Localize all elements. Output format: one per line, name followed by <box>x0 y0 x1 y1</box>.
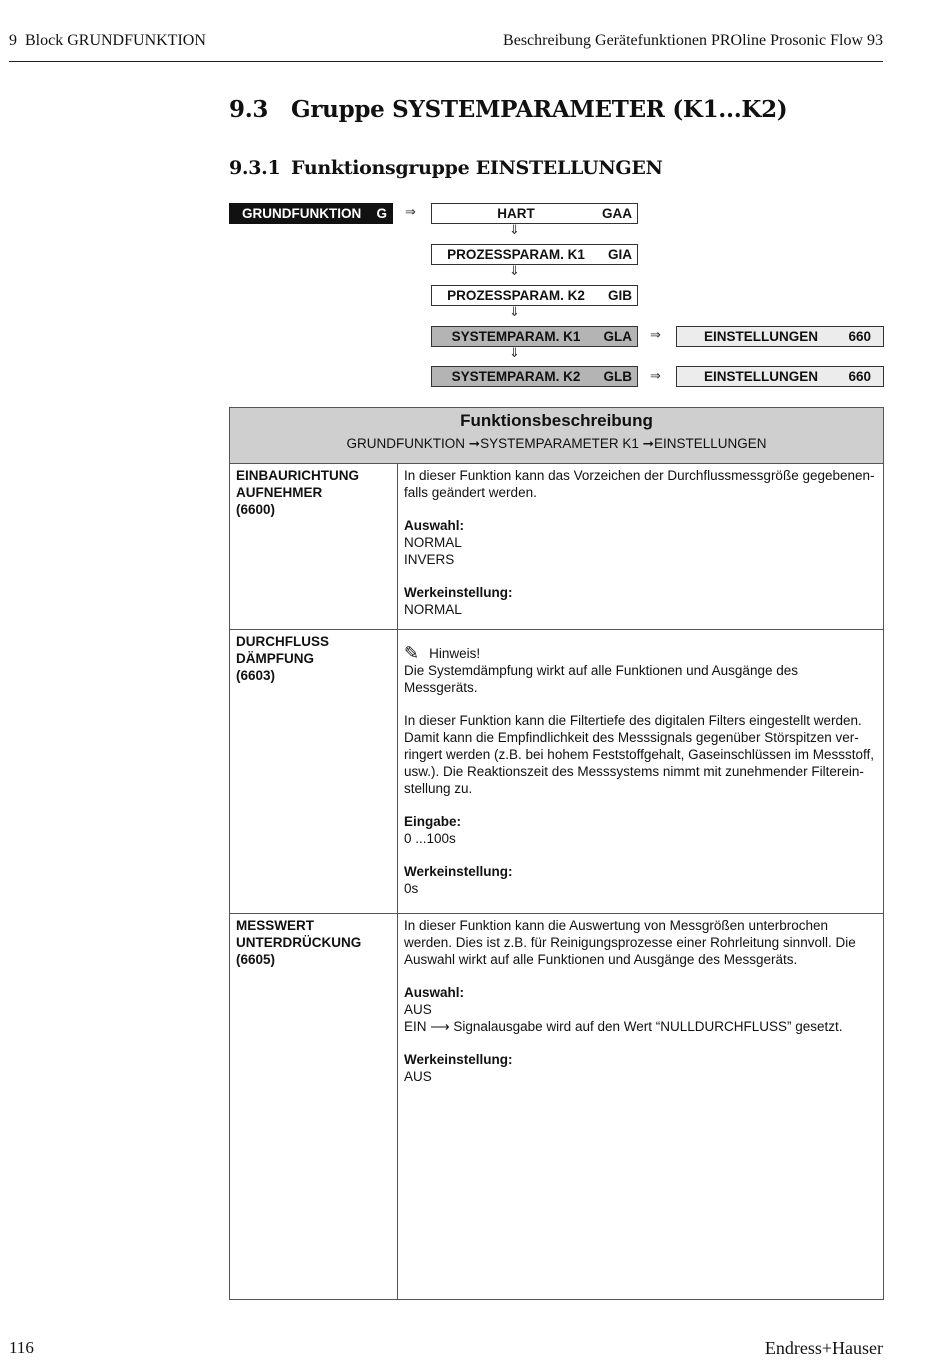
subsection-heading <box>229 157 663 179</box>
table-row <box>230 914 883 1300</box>
subsection-number: 9.3.1 <box>229 157 281 179</box>
section-number: 9.3 <box>229 96 269 123</box>
nav-group-systemparam-k2 <box>431 366 638 387</box>
werkeinstellung-value: 0s <box>404 881 419 896</box>
description-line: Auswahl wirkt auf alle Funktionen und Ausgänge des Messgeräts. <box>404 952 798 967</box>
nav-group-code: GLB <box>603 369 632 384</box>
path-segment: GRUNDFUNKTION <box>346 436 465 451</box>
nav-group-label: HART <box>497 206 535 221</box>
eingabe-label: Eingabe: <box>404 814 462 829</box>
brand-logo-text: Endress+Hauser <box>764 1338 883 1358</box>
pencil-note-icon: ✎ <box>404 643 420 664</box>
auswahl-option: INVERS <box>404 552 455 567</box>
function-description <box>398 630 883 913</box>
nav-group-prozessparam-k1 <box>431 244 638 265</box>
nav-group-code: GIA <box>607 247 632 262</box>
hinweis-note <box>404 645 877 662</box>
nav-function-group-code: 660 <box>848 369 871 384</box>
description-line: Die Systemdämpfung wirkt auf alle Funktionen und Ausgänge des <box>404 663 798 678</box>
section-title: Gruppe SYSTEMPARAMETER (K1...K2) <box>291 96 788 123</box>
path-arrow-icon: ➞ <box>642 436 654 451</box>
description-line: Damit kann die Empfindlichkeit des Messsignals gegenüber Störspitzen ver- <box>404 730 859 745</box>
function-code: (6603) <box>236 668 276 683</box>
nav-group-prozessparam-k2 <box>431 285 638 306</box>
function-name-line: DURCHFLUSS <box>236 634 329 649</box>
function-description-table <box>229 407 884 1300</box>
description-line: In dieser Funktion kann das Vorzeichen der Durchflussmessgröße gegebenen- <box>404 468 875 483</box>
description-line: Messgeräts. <box>404 680 478 695</box>
nav-group-systemparam-k1 <box>431 326 638 347</box>
arrow-down-icon: ⇓ <box>509 264 520 279</box>
nav-function-group-label: EINSTELLUNGEN <box>703 329 818 344</box>
hinweis-label: Hinweis! <box>429 646 481 661</box>
nav-group-hart <box>431 203 638 224</box>
function-code: (6600) <box>236 502 276 517</box>
nav-function-group-label: EINSTELLUNGEN <box>703 369 818 384</box>
description-line: In dieser Funktion kann die Auswertung von Messgrößen unterbrochen <box>404 918 828 933</box>
eingabe-value: 0 ...100s <box>404 831 456 846</box>
nav-function-group-code: 660 <box>848 329 871 344</box>
table-path <box>230 436 883 452</box>
function-name <box>230 914 398 1300</box>
nav-group-label: SYSTEMPARAM. K2 <box>451 369 581 384</box>
nav-function-group-einstellungen-k2 <box>676 366 884 387</box>
nav-group-code: GAA <box>602 206 632 221</box>
nav-function-group-einstellungen-k1 <box>676 326 884 347</box>
arrow-right-icon: ⇒ <box>650 328 661 343</box>
function-code: (6605) <box>236 952 276 967</box>
auswahl-label: Auswahl: <box>404 985 465 1000</box>
auswahl-option: AUS <box>404 1002 432 1017</box>
subsection-title: Funktionsgruppe EINSTELLUNGEN <box>291 157 663 179</box>
path-arrow-icon: ➞ <box>468 436 481 451</box>
description-line: werden. Dies ist z.B. für Reinigungsprozesse einer Rohrleitung sinnvoll. Die <box>404 935 856 950</box>
function-description <box>398 464 883 629</box>
nav-group-code: GLA <box>603 329 632 344</box>
table-row <box>230 464 883 630</box>
path-segment: SYSTEMPARAMETER K1 <box>480 436 639 451</box>
nav-block-grundfunktion <box>229 203 393 224</box>
path-segment: EINSTELLUNGEN <box>653 436 767 451</box>
nav-group-code: GIB <box>607 288 632 303</box>
section-heading <box>229 96 787 123</box>
description-line: usw.). Die Reaktionszeit des Messsystems nimmt mit zunehmender Filterein- <box>404 764 864 779</box>
werkeinstellung-label: Werkeinstellung: <box>404 1052 513 1067</box>
arrow-right-icon: ⇒ <box>405 205 416 220</box>
function-name-line: AUFNEHMER <box>236 485 323 500</box>
nav-block-label: GRUNDFUNKTION <box>242 206 362 221</box>
function-name-line: UNTERDRÜCKUNG <box>236 935 362 950</box>
header-chapter: 9 Block GRUNDFUNKTION <box>9 32 206 49</box>
arrow-down-icon: ⇓ <box>509 305 520 320</box>
werkeinstellung-value: NORMAL <box>404 602 462 617</box>
description-line: In dieser Funktion kann die Filtertiefe des digitalen Filters eingestellt werden. <box>404 713 862 728</box>
auswahl-option: NORMAL <box>404 535 462 550</box>
function-name-line: MESSWERT <box>236 918 315 933</box>
function-name-line: EINBAURICHTUNG <box>236 468 359 483</box>
arrow-right-icon: ⇒ <box>650 369 661 384</box>
nav-group-label: PROZESSPARAM. K2 <box>447 288 585 303</box>
auswahl-label: Auswahl: <box>404 518 465 533</box>
description-line: ringert werden (z.B. bei hohem Feststoffgehalt, Gaseinschlüssen im Messstoff, <box>404 747 874 762</box>
page-number: 116 <box>9 1338 34 1357</box>
description-line: stellung zu. <box>404 781 473 796</box>
auswahl-option: EIN ⟶ Signalausgabe wird auf den Wert “NULLDURCHFLUSS” gesetzt. <box>404 1019 843 1034</box>
nav-block-code: G <box>376 206 387 221</box>
nav-group-label: PROZESSPARAM. K1 <box>447 247 585 262</box>
function-name <box>230 630 398 913</box>
arrow-down-icon: ⇓ <box>509 346 520 361</box>
header-document-title: Beschreibung Gerätefunktionen PROline Prosonic Flow 93 <box>503 32 883 49</box>
werkeinstellung-label: Werkeinstellung: <box>404 864 513 879</box>
table-row <box>230 630 883 914</box>
function-name <box>230 464 398 629</box>
description-line: falls geändert werden. <box>404 485 537 500</box>
arrow-down-icon: ⇓ <box>509 223 520 238</box>
werkeinstellung-value: AUS <box>404 1069 432 1084</box>
function-name-line: DÄMPFUNG <box>236 651 314 666</box>
table-title: Funktionsbeschreibung <box>460 411 653 430</box>
nav-group-label: SYSTEMPARAM. K1 <box>451 329 581 344</box>
function-description <box>398 914 883 1300</box>
table-header <box>230 408 883 464</box>
page-header <box>9 30 883 62</box>
werkeinstellung-label: Werkeinstellung: <box>404 585 513 600</box>
